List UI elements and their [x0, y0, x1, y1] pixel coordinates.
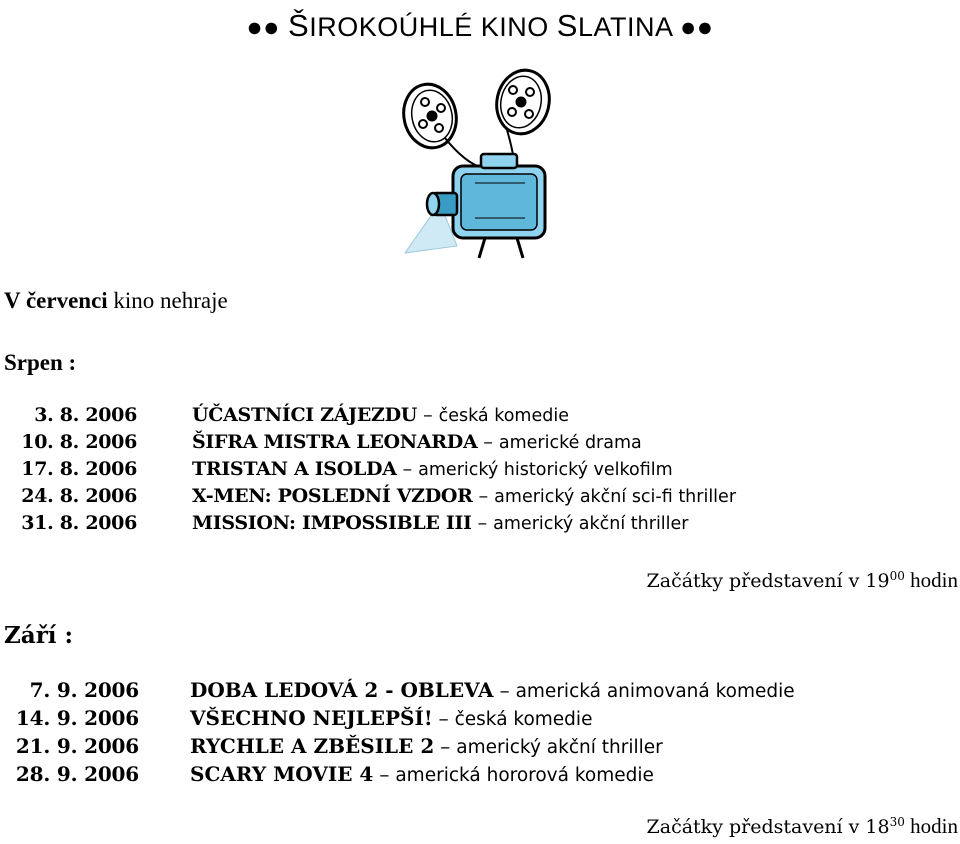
film-genre: americká hororová komedie	[395, 765, 654, 786]
july-note-rest: kino nehraje	[107, 288, 228, 313]
screening-date: 24. 8. 2006	[21, 485, 137, 507]
screening-date: 7. 9. 2006	[29, 678, 139, 702]
film-title: TRISTAN A ISOLDA	[192, 458, 397, 480]
film-reel-left	[398, 79, 462, 152]
september-heading: Září :	[4, 622, 74, 649]
film-title: MISSION: IMPOSSIBLE III	[192, 512, 472, 534]
july-note	[4, 288, 228, 314]
film-reel-right	[491, 68, 555, 139]
screening-date: 3. 8. 2006	[34, 404, 137, 426]
dash: –	[379, 762, 390, 786]
film-genre: americká animovaná komedie	[515, 681, 795, 702]
film-title: DOBA LEDOVÁ 2 - OBLEVA	[190, 678, 494, 702]
projector-lens	[427, 193, 457, 215]
dash: –	[499, 678, 510, 702]
title-rest-2: LATINA	[577, 12, 672, 42]
august-start-time	[647, 568, 958, 593]
title-bullets-right: ●●	[680, 12, 714, 42]
film-genre: americký historický velkofilm	[418, 460, 673, 480]
dash: –	[402, 458, 413, 480]
title-initial-1: Š	[288, 8, 310, 43]
start-text: Začátky představení v 19	[646, 570, 890, 592]
start-unit: hodin	[904, 568, 958, 592]
screening-date: 10. 8. 2006	[21, 431, 137, 453]
film-title: SCARY MOVIE 4	[190, 762, 374, 786]
film-genre: česká komedie	[438, 406, 569, 426]
film-title: RYCHLE A ZBĚSILE 2	[190, 734, 435, 758]
august-heading: Srpen :	[4, 350, 77, 375]
dash: –	[478, 485, 489, 507]
film-genre: česká komedie	[454, 709, 593, 730]
dash: –	[477, 512, 488, 534]
title-rest-1: IROKOÚHLÉ KINO	[309, 12, 557, 42]
film-title: ÚČASTNÍCI ZÁJEZDU	[192, 404, 418, 426]
title-initial-2: S	[556, 8, 578, 43]
screening-date: 17. 8. 2006	[21, 458, 137, 480]
film-title: X-MEN: POSLEDNÍ VZDOR	[192, 485, 473, 507]
dash: –	[423, 404, 433, 426]
film-genre: americké drama	[498, 433, 642, 453]
film-title: ŠIFRA MISTRA LEONARDA	[192, 431, 478, 453]
screening-date: 28. 9. 2006	[15, 762, 139, 786]
dash: –	[483, 431, 493, 453]
page-title	[0, 8, 960, 44]
projector-body	[453, 154, 545, 238]
film-projector-icon	[395, 68, 575, 268]
start-unit: hodin	[904, 814, 958, 838]
title-bullets-left: ●●	[246, 12, 280, 42]
dash: –	[438, 706, 449, 730]
screening-date: 14. 9. 2006	[15, 706, 139, 730]
start-minutes: 30	[889, 815, 905, 829]
screening-date: 21. 9. 2006	[15, 734, 139, 758]
dash: –	[440, 734, 451, 758]
september-start-time	[647, 814, 958, 839]
film-genre: americký akční thriller	[456, 737, 663, 758]
film-title: VŠECHNO NEJLEPŠÍ!	[190, 706, 433, 730]
film-genre: americký akční sci-fi thriller	[494, 487, 737, 507]
film-genre: americký akční thriller	[493, 514, 689, 534]
july-note-bold: V červenci	[4, 288, 108, 313]
start-text: Začátky představení v 18	[646, 816, 890, 838]
screening-date: 31. 8. 2006	[21, 512, 137, 534]
start-minutes: 00	[889, 569, 905, 583]
